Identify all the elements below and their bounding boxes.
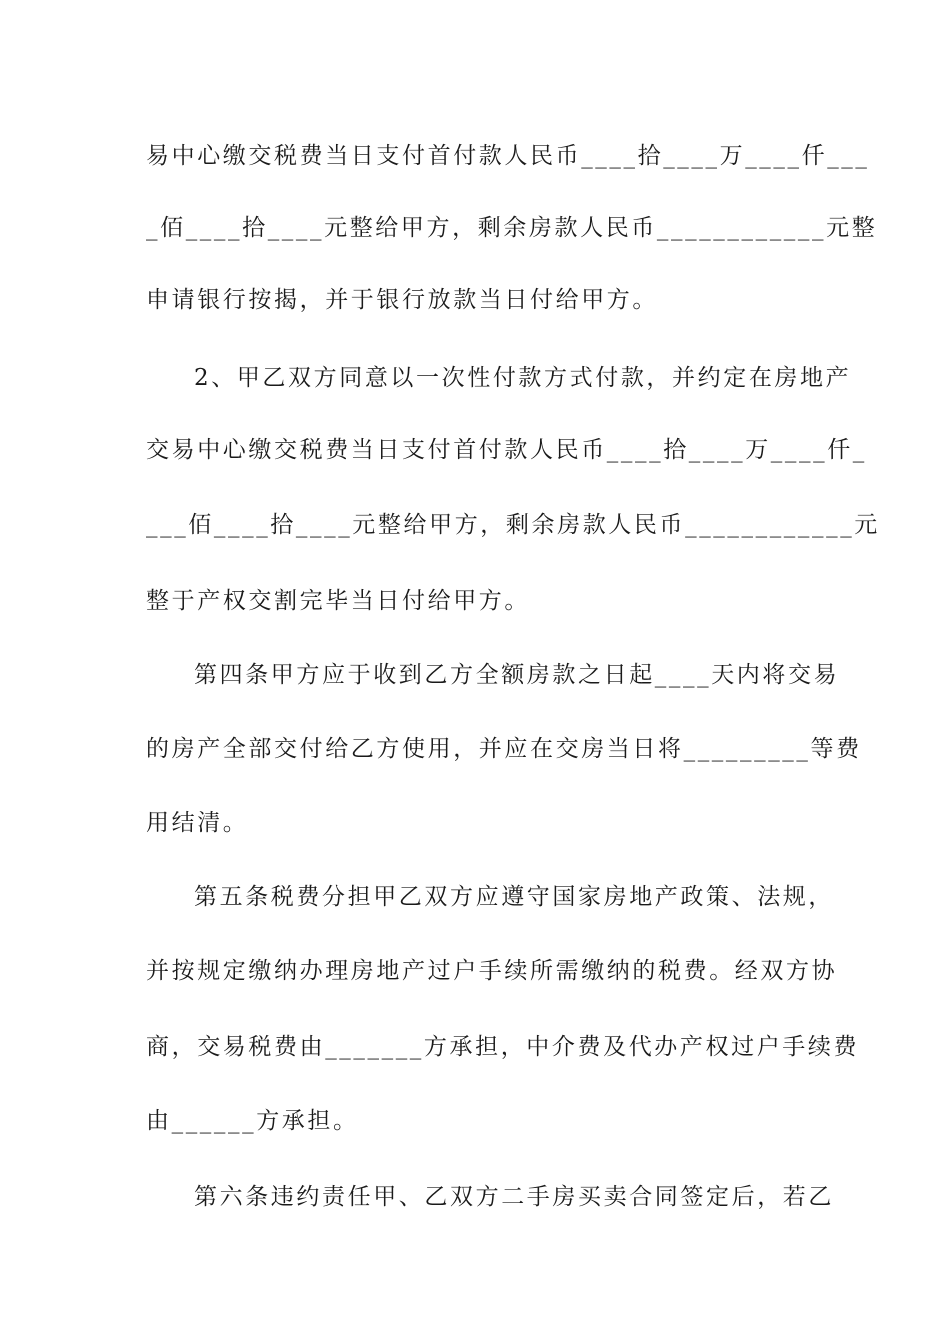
text-line: ___佰____拾____元整给甲方，剩余房款人民币____________元 <box>146 512 880 538</box>
text-line: 申请银行按揭，并于银行放款当日付给甲方。 <box>146 287 658 313</box>
text-line: 易中心缴交税费当日支付首付款人民币____拾____万____仟___ <box>146 143 870 169</box>
text-line-paragraph-start: 第五条税费分担甲乙双方应遵守国家房地产政策、法规， <box>194 884 834 910</box>
text-line: 交易中心缴交税费当日支付首付款人民币____拾____万____仟_ <box>146 437 867 463</box>
text-line: 并按规定缴纳办理房地产过户手续所需缴纳的税费。经双方协 <box>146 958 838 984</box>
text-line-paragraph-start: 第六条违约责任甲、乙双方二手房买卖合同签定后，若乙 <box>194 1184 834 1210</box>
text-line: 整于产权交割完毕当日付给甲方。 <box>146 588 530 614</box>
text-line: 商，交易税费由_______方承担，中介费及代办产权过户手续费 <box>146 1034 860 1060</box>
text-line: 用结清。 <box>146 810 249 836</box>
text-line: _佰____拾____元整给甲方，剩余房款人民币____________元整 <box>146 215 878 241</box>
text-line: 由______方承担。 <box>146 1108 359 1134</box>
text-line-paragraph-start: 第四条甲方应于收到乙方全额房款之日起____天内将交易 <box>194 662 840 688</box>
text-line: 的房产全部交付给乙方使用，并应在交房当日将_________等费 <box>146 736 862 762</box>
text-line-paragraph-start: 2、甲乙双方同意以一次性付款方式付款，并约定在房地产 <box>194 365 852 391</box>
